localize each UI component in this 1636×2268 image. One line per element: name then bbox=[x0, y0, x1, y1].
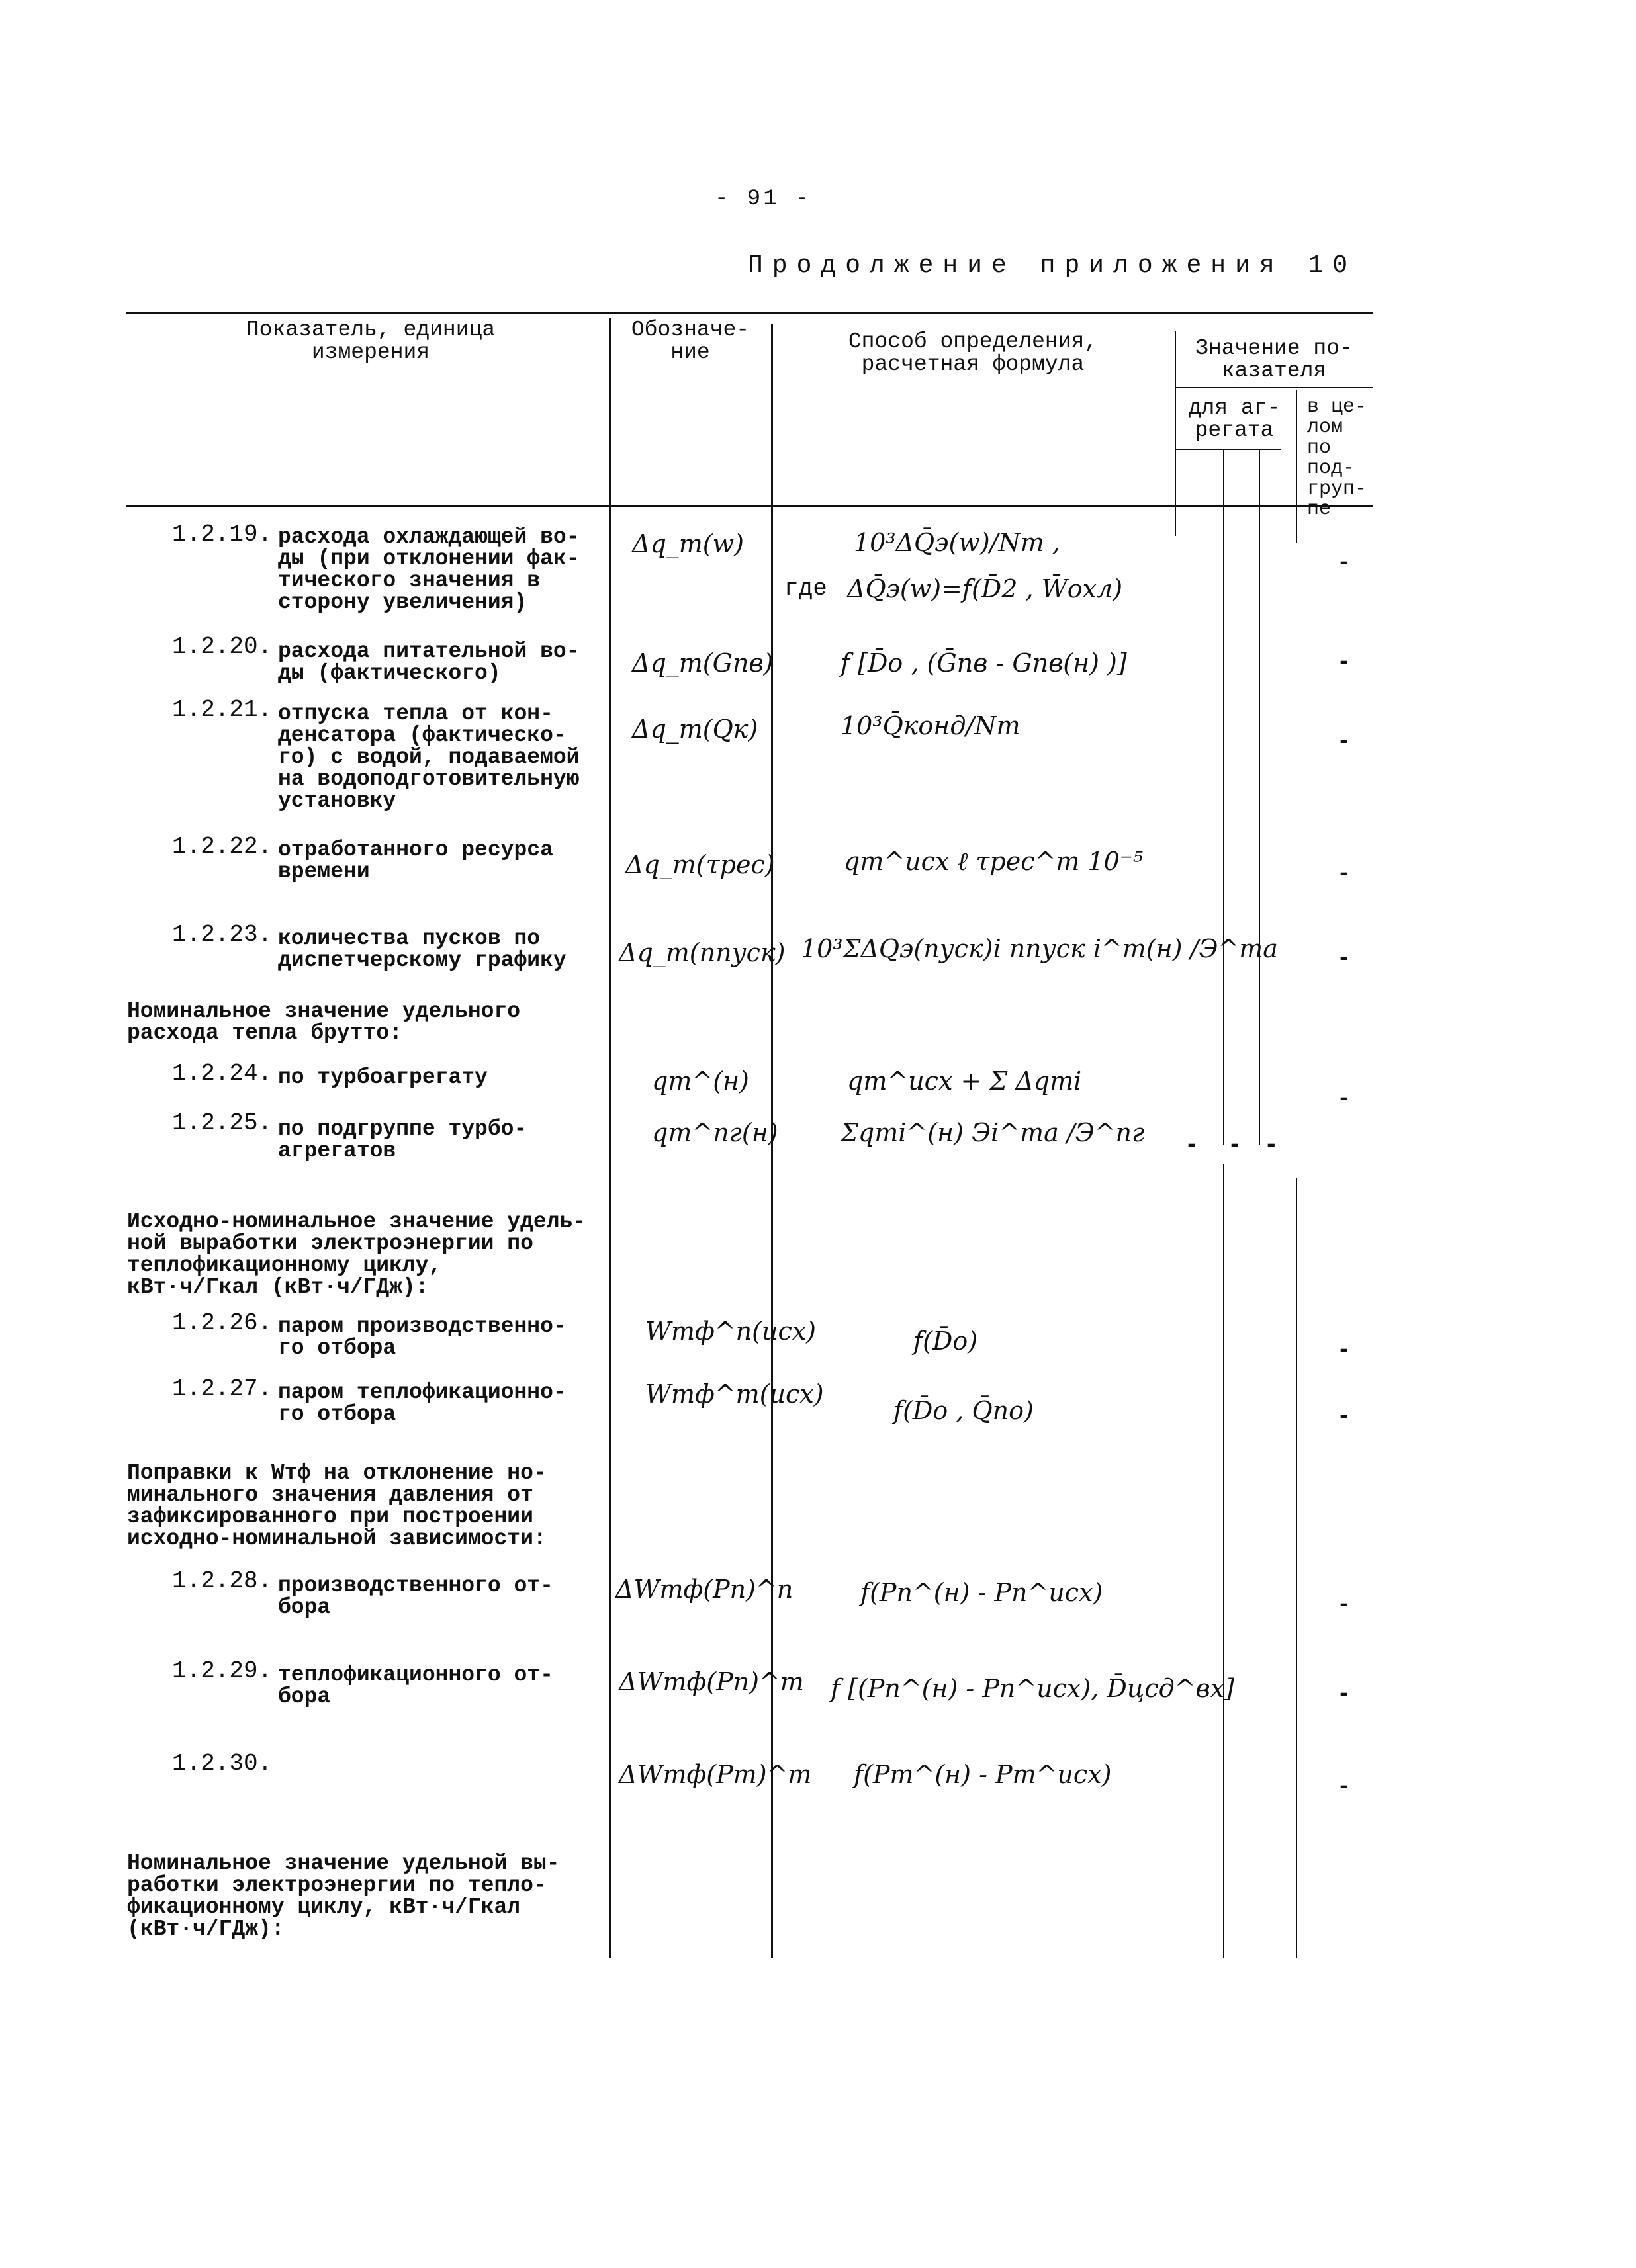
section-corrections: Поправки к Wтф на отклонение но- минального значения давления от зафиксированного при построении исходно-номинальной зависимости: bbox=[127, 1461, 547, 1551]
value-subheader-rule bbox=[1175, 387, 1373, 388]
row-number: 1.2.27. bbox=[172, 1375, 273, 1403]
unit-col-rule-b bbox=[1259, 450, 1260, 1145]
row-value: - bbox=[1337, 549, 1351, 576]
row-value: - bbox=[1337, 1085, 1351, 1112]
row-formula: 10³ΔQ̄э(w)/Nт , bbox=[854, 528, 1060, 557]
row-value: - bbox=[1337, 945, 1351, 972]
row-value: - bbox=[1337, 1403, 1351, 1430]
row-symbol: Δq_т(w) bbox=[632, 529, 744, 558]
row-number: 1.2.29. bbox=[172, 1657, 273, 1684]
page-number: - 91 - bbox=[715, 187, 812, 212]
row-dash-b: - bbox=[1228, 1131, 1242, 1158]
row-symbol: ΔWтф(Pп)^т bbox=[619, 1667, 804, 1696]
row-formula: f(Pп^(н) - Pп^исх) bbox=[860, 1578, 1103, 1607]
unit-subheader-rule bbox=[1175, 449, 1281, 450]
row-symbol: Δq_т(Qк) bbox=[632, 715, 758, 744]
row-symbol: Δq_т(τрес) bbox=[625, 850, 775, 879]
header-method: Способ определения, расчетная формула bbox=[848, 329, 1098, 376]
row-text: расхода питательной во- ды (фактического) bbox=[278, 639, 580, 685]
header-per-unit: для аг- регата bbox=[1188, 396, 1281, 443]
row-text: по турбоагрегату bbox=[278, 1065, 488, 1090]
row-number: 1.2.26. bbox=[172, 1309, 273, 1336]
section-initial: Исходно-номинальное значение удель- ной выработки электроэнергии по теплофикационному циклу, кВт·ч/Гкал (кВт·ч/ГДж): bbox=[127, 1209, 586, 1299]
row-formula-prefix: где bbox=[784, 575, 827, 602]
row-symbol: ΔWтф(Pт)^т bbox=[619, 1760, 812, 1789]
row-formula-cond: ΔQ̄э(w)=f(D̄2 , W̄охл) bbox=[847, 574, 1123, 603]
header-value: Значение по- казателя bbox=[1195, 336, 1353, 383]
row-number: 1.2.28. bbox=[172, 1567, 273, 1594]
row-formula: f(D̄о , Q̄по) bbox=[893, 1396, 1034, 1425]
row-text: паром теплофикационно- го отбора bbox=[278, 1380, 567, 1426]
row-dash-c: - bbox=[1264, 1131, 1279, 1158]
unit-col-rule-d bbox=[1296, 1178, 1297, 1958]
col-rule-1 bbox=[609, 318, 611, 1958]
row-text: расхода охлаждающей во- ды (при отклонении фак- тического значения в сторону увеличения) bbox=[278, 525, 580, 615]
row-number: 1.2.30. bbox=[172, 1750, 273, 1777]
row-symbol: ΔWтф(Pп)^п bbox=[615, 1575, 794, 1604]
row-formula: 10³Q̄конд/Nт bbox=[841, 711, 1021, 740]
row-symbol: Wтф^т(исх) bbox=[645, 1379, 824, 1409]
row-symbol: Δq_т(nпуск) bbox=[619, 938, 786, 967]
header-designation: Обозначе- ние bbox=[631, 318, 750, 365]
row-symbol: qт^(н) bbox=[652, 1067, 749, 1096]
row-number: 1.2.22. bbox=[172, 833, 273, 860]
row-text: по подгруппе турбо- агрегатов bbox=[278, 1117, 527, 1163]
header-indicator: Показатель, единица измерения bbox=[246, 318, 496, 365]
row-value: - bbox=[1337, 1591, 1351, 1618]
row-formula: f(D̄о) bbox=[913, 1327, 978, 1356]
row-number: 1.2.19. bbox=[172, 521, 273, 548]
row-symbol: qт^пг(н) bbox=[652, 1118, 778, 1147]
row-formula: Σqтi^(н) Эi^та /Э^пг bbox=[841, 1118, 1145, 1147]
row-value: - bbox=[1337, 860, 1351, 887]
continuation-title: Продолжение приложения 10 bbox=[748, 251, 1357, 280]
row-formula: f(Pт^(н) - Pт^исх) bbox=[854, 1760, 1112, 1789]
header-top-rule bbox=[126, 312, 1373, 314]
row-text: паром производственно- го отбора bbox=[278, 1314, 567, 1360]
section-nominal: Номинальное значение удельного расхода тепла брутто: bbox=[127, 999, 521, 1045]
row-text: количества пусков по диспетчерскому графику bbox=[278, 926, 567, 973]
row-formula: f [D̄о , (Ḡпв - Gпв(н) )] bbox=[841, 648, 1127, 677]
row-number: 1.2.23. bbox=[172, 921, 273, 948]
row-text: отпуска тепла от кон- денсатора (фактическо- го) с водой, подаваемой на водоподготовительную установку bbox=[278, 701, 580, 813]
row-number: 1.2.24. bbox=[172, 1060, 273, 1087]
row-number: 1.2.25. bbox=[172, 1110, 273, 1137]
row-value: - bbox=[1337, 728, 1351, 755]
row-formula: f [(Pп^(н) - Pп^исх), D̄цсд^вх] bbox=[831, 1674, 1234, 1703]
unit-col-rule-c bbox=[1223, 1164, 1224, 1958]
row-symbol: Wтф^п(исх) bbox=[645, 1317, 816, 1346]
row-formula: qт^исх ℓ τрес^т 10⁻⁵ bbox=[844, 847, 1144, 876]
row-formula: 10³ΣΔQэ(пуск)i nпуск i^т(н) /Э^та bbox=[801, 934, 1278, 963]
row-text: отработанного ресурса времени bbox=[278, 838, 553, 884]
row-number: 1.2.20. bbox=[172, 633, 273, 660]
section-final: Номинальное значение удельной вы- работки электроэнергии по тепло- фикационному циклу, кВт·ч/Гкал (кВт·ч/ГДж): bbox=[127, 1851, 560, 1941]
row-dash-a: - bbox=[1185, 1131, 1199, 1158]
row-value: - bbox=[1337, 1773, 1351, 1800]
header-per-subgroup: в це- лом по под- груп- пе bbox=[1307, 396, 1367, 521]
row-value: - bbox=[1337, 648, 1351, 676]
row-number: 1.2.21. bbox=[172, 696, 273, 723]
row-value: - bbox=[1337, 1680, 1351, 1708]
row-value: - bbox=[1337, 1336, 1351, 1364]
row-formula: qт^исх + Σ Δqтi bbox=[847, 1067, 1082, 1096]
row-text: теплофикационного от- бора bbox=[278, 1663, 553, 1709]
unit-col-rule-a bbox=[1223, 450, 1224, 1145]
col-rule-3 bbox=[1175, 331, 1176, 536]
col-rule-4 bbox=[1296, 390, 1297, 543]
row-symbol: Δq_т(Gпв) bbox=[632, 648, 774, 677]
row-text: производственного от- бора bbox=[278, 1573, 553, 1620]
header-bottom-rule bbox=[126, 505, 1373, 507]
